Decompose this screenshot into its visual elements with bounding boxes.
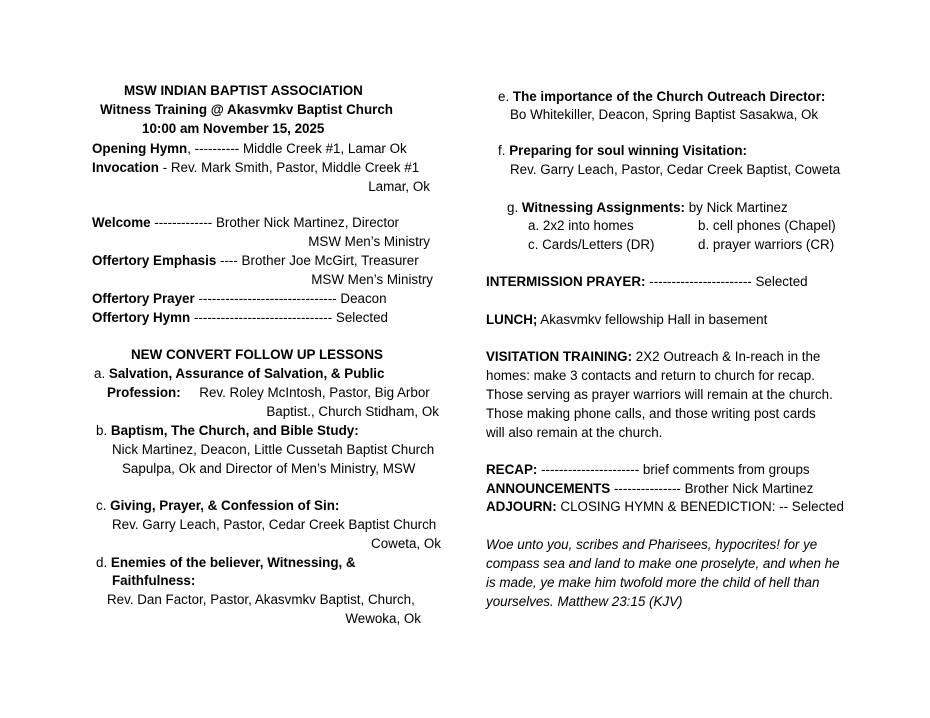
program-detail: - Rev. Mark Smith, Pastor, Middle Creek #1: [158, 160, 420, 175]
lesson-title: The importance of the Church Outreach Director:: [512, 89, 826, 104]
program-label: Opening Hymn: [92, 141, 188, 156]
section-detail: CLOSING HYMN & BENEDICTION: -- Selected: [556, 499, 844, 514]
program-welcome-ministry: MSW Men’s Ministry: [308, 234, 430, 249]
lesson-d-title: [96, 554, 356, 572]
lunch: [486, 311, 767, 329]
program-opening-hymn: [92, 140, 407, 158]
event-subtitle: Witness Training @ Akasvmkv Baptist Church: [100, 102, 393, 117]
section-label: INTERMISSION PRAYER:: [486, 274, 646, 289]
lesson-f-title: [498, 142, 747, 160]
program-label: Offertory Hymn: [92, 310, 191, 325]
lesson-c-title: [96, 497, 339, 515]
recap: [486, 461, 810, 479]
lessons-heading: NEW CONVERT FOLLOW UP LESSONS: [131, 347, 383, 362]
lesson-marker: d.: [96, 555, 108, 570]
lesson-title: Salvation, Assurance of Salvation, & Public: [108, 366, 385, 381]
lesson-a-speaker-cont: Baptist., Church Stidham, Ok: [266, 404, 439, 419]
assignment-item: d. prayer warriors (CR): [698, 237, 835, 252]
lesson-marker: e.: [498, 89, 510, 104]
announcements: [486, 480, 813, 498]
program-offertory-emphasis: [92, 252, 419, 270]
lesson-title: Baptism, The Church, and Bible Study:: [110, 423, 359, 438]
section-label: LUNCH;: [486, 312, 538, 327]
lesson-marker: f.: [498, 143, 506, 158]
assignment-item: b. cell phones (Chapel): [698, 218, 836, 233]
visitation-text: Those serving as prayer warriors will remain at the church.: [486, 387, 833, 402]
section-detail: Akasvmkv fellowship Hall in basement: [537, 312, 768, 327]
visitation-text: will also remain at the church.: [486, 425, 663, 440]
program-offertory-prayer: [92, 290, 387, 308]
section-detail: 2X2 Outreach & In-reach in the: [632, 349, 821, 364]
assignment-item: a. 2x2 into homes: [528, 218, 634, 233]
lesson-e-title: [498, 88, 825, 106]
visitation-text: Those making phone calls, and those writing post cards: [486, 406, 816, 421]
verse-line: is made, ye make him twofold more the child of hell than: [486, 575, 820, 590]
event-datetime: 10:00 am November 15, 2025: [142, 121, 325, 136]
lesson-b-speaker-cont: Sapulpa, Ok and Director of Men’s Ministry, MSW: [122, 461, 416, 476]
section-label: ANNOUNCEMENTS: [486, 481, 611, 496]
program-detail: ------------- Brother Nick Martinez, Director: [150, 215, 400, 230]
lesson-f-speaker: Rev. Garry Leach, Pastor, Cedar Creek Baptist, Coweta: [510, 162, 841, 177]
lesson-speaker: by Nick Martinez: [684, 200, 788, 215]
section-label: VISITATION TRAINING:: [486, 349, 633, 364]
section-detail: ----------------------- Selected: [645, 274, 808, 289]
program-welcome: [92, 214, 399, 232]
lesson-g-title: [507, 199, 788, 217]
section-detail: --------------- Brother Nick Martinez: [610, 481, 814, 496]
program-invocation: [92, 159, 419, 177]
section-label: RECAP:: [486, 462, 538, 477]
lesson-d-speaker-cont: Wewoka, Ok: [345, 611, 421, 626]
verse-line: compass sea and land to make one proselyte, and when he: [486, 556, 840, 571]
lesson-marker: a.: [94, 366, 106, 381]
lesson-d-speaker: Rev. Dan Factor, Pastor, Akasvmkv Baptist, Church,: [107, 592, 415, 607]
lesson-title: Preparing for soul winning Visitation:: [509, 143, 748, 158]
lesson-c-speaker: Rev. Garry Leach, Pastor, Cedar Creek Baptist Church: [112, 517, 437, 532]
lesson-marker: b.: [96, 423, 108, 438]
section-detail: ---------------------- brief comments from groups: [537, 462, 810, 477]
program-label: Offertory Prayer: [92, 291, 195, 306]
section-label: ADJOURN:: [486, 499, 557, 514]
program-detail: , ---------- Middle Creek #1, Lamar Ok: [187, 141, 407, 156]
intermission-prayer: [486, 273, 808, 291]
organization-title: MSW INDIAN BAPTIST ASSOCIATION: [124, 83, 363, 98]
lesson-marker: c.: [96, 498, 107, 513]
lesson-title: Profession:: [107, 385, 181, 400]
program-invocation-location: Lamar, Ok: [368, 179, 430, 194]
lesson-title: Giving, Prayer, & Confession of Sin:: [110, 498, 340, 513]
program-detail: ------------------------------- Selected: [190, 310, 389, 325]
program-label: Invocation: [92, 160, 159, 175]
verse-line: yourselves. Matthew 23:15 (KJV): [486, 594, 683, 609]
visitation-text: homes: make 3 contacts and return to church for recap.: [486, 368, 815, 383]
lesson-e-speaker: Bo Whitekiller, Deacon, Spring Baptist Sasakwa, Ok: [510, 107, 819, 122]
lesson-a-title: [94, 365, 384, 383]
lesson-marker: g.: [507, 200, 519, 215]
program-detail: ---- Brother Joe McGirt, Treasurer: [216, 253, 419, 268]
lesson-b-title: [96, 422, 359, 440]
program-offertory-ministry: MSW Men’s Ministry: [311, 272, 433, 287]
lesson-a-title-cont: [107, 384, 430, 402]
program-detail: ------------------------------- Deacon: [194, 291, 387, 306]
assignment-item: c. Cards/Letters (DR): [528, 237, 655, 252]
adjourn: [486, 498, 844, 516]
visitation-training: [486, 348, 820, 366]
lesson-d-title-cont: Faithfulness:: [112, 573, 196, 588]
lesson-title: Witnessing Assignments:: [521, 200, 685, 215]
lesson-title: Enemies of the believer, Witnessing, &: [110, 555, 356, 570]
program-offertory-hymn: [92, 309, 388, 327]
program-label: Welcome: [92, 215, 151, 230]
lesson-b-speaker: Nick Martinez, Deacon, Little Cussetah Baptist Church: [112, 442, 435, 457]
lesson-speaker: Rev. Roley McIntosh, Pastor, Big Arbor: [199, 385, 430, 400]
verse-line: Woe unto you, scribes and Pharisees, hypocrites! for ye: [486, 537, 818, 552]
lesson-c-speaker-cont: Coweta, Ok: [371, 536, 441, 551]
program-label: Offertory Emphasis: [92, 253, 217, 268]
